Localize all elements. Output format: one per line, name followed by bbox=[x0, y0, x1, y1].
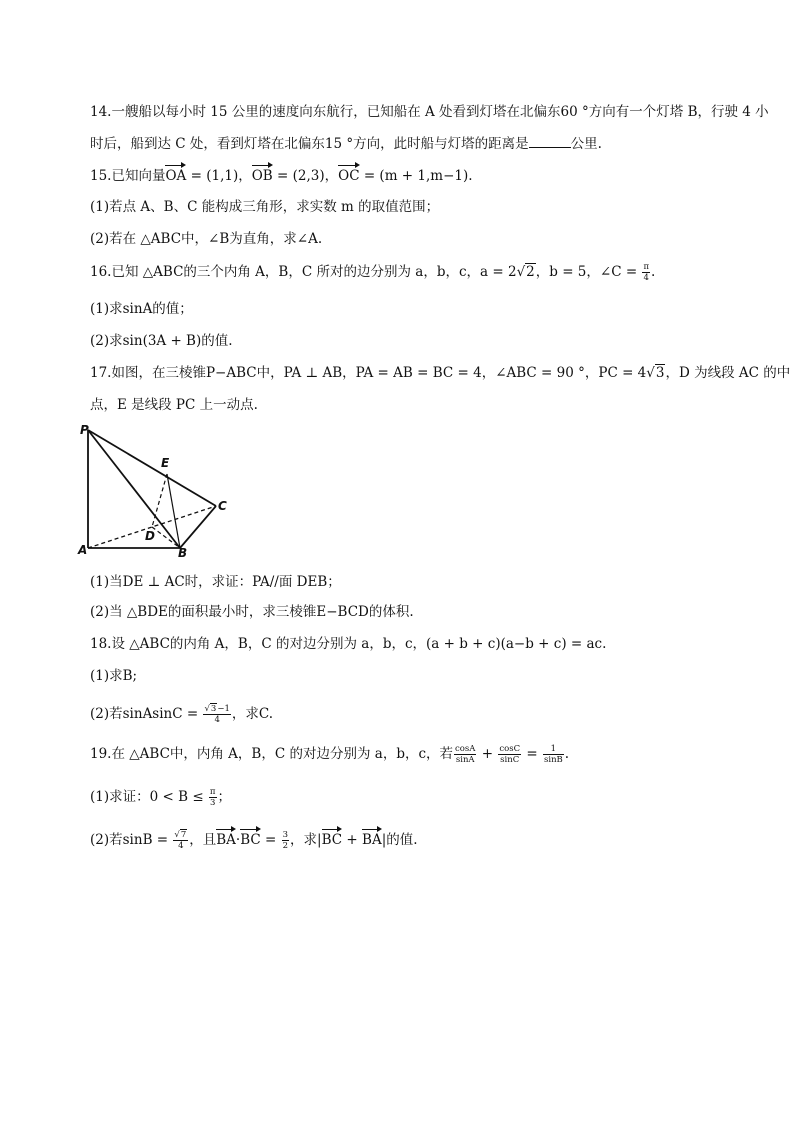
frac-num: π bbox=[209, 787, 216, 797]
semicolon: ； bbox=[217, 789, 232, 805]
frac-num: cosC bbox=[499, 744, 521, 754]
problem-14-line-2 bbox=[90, 135, 602, 153]
label-c: C bbox=[218, 499, 227, 513]
problem-14-text: 时后，船到达 C 处，看到灯塔在北偏东15 °方向，此时船与灯塔的距离是 bbox=[90, 136, 529, 152]
sqrt-expression: √7 bbox=[174, 830, 187, 840]
sqrt-expression: √3 bbox=[204, 704, 217, 714]
plus-sign: + bbox=[477, 746, 498, 762]
problem-19-q2-and: ，且 bbox=[189, 832, 217, 848]
problem-19-q1-text: (1)求证：0 < B ≤ bbox=[90, 789, 208, 805]
edge-pc bbox=[88, 430, 216, 506]
problem-17-text-a: 17.如图，在三棱锥P−ABC中，PA ⊥ AB，PA = AB = BC = 4，∠ABC = 90 °，PC = 4 bbox=[90, 365, 647, 381]
problem-16-text-a: 16.已知 △ABC的三个内角 A，B，C 所对的边分别为 a，b，c，a = 2 bbox=[90, 264, 517, 280]
vector-oa: OA bbox=[165, 168, 187, 184]
problem-15-ob-value: = (2,3)， bbox=[272, 168, 339, 184]
problem-16-q1: (1)求sinA的值； bbox=[90, 301, 193, 317]
problem-15-q2: (2)若在 △ABC中，∠B为直角，求∠A. bbox=[90, 231, 323, 247]
equals-sign: = bbox=[260, 832, 281, 848]
problem-18-q2 bbox=[90, 704, 273, 725]
label-a: A bbox=[78, 543, 88, 557]
dot-operator: · bbox=[235, 832, 241, 848]
problem-15-lead: 15.已知向量 bbox=[90, 168, 166, 184]
fraction-pi-over-3 bbox=[209, 787, 217, 808]
frac-den: 4 bbox=[178, 841, 184, 851]
problem-19-q2-text: (2)若sinB = bbox=[90, 832, 173, 848]
problem-15-stem bbox=[90, 167, 473, 185]
problem-19-text: 19.在 △ABC中，内角 A，B，C 的对边分别为 a，b，c，若 bbox=[90, 746, 454, 762]
problem-19-q2-ask: ，求| bbox=[290, 832, 322, 848]
fraction-1-sinB bbox=[543, 744, 564, 765]
problem-15-oc-value: = (m + 1,m−1). bbox=[359, 168, 473, 184]
fraction-sqrt7-over-4 bbox=[173, 830, 188, 851]
frac-den: 3 bbox=[210, 798, 216, 808]
sqrt-expression: √2 bbox=[516, 264, 535, 280]
label-p: P bbox=[80, 423, 89, 437]
frac-den: sinC bbox=[500, 755, 520, 765]
problem-17-line-1 bbox=[90, 364, 790, 382]
sqrt-radicand: 7 bbox=[180, 830, 187, 840]
problem-16-text-b: ，b = 5，∠C = bbox=[535, 264, 642, 280]
frac-den: 2 bbox=[282, 841, 289, 851]
label-e: E bbox=[161, 456, 170, 470]
vector-oc: OC bbox=[338, 168, 360, 184]
problem-15-q1: (1)若点 A、B、C 能构成三角形，求实数 m 的取值范围； bbox=[90, 199, 440, 215]
vector-ba: BA bbox=[362, 832, 382, 848]
frac-num: 1 bbox=[543, 744, 564, 755]
problem-17-q2: (2)当 △BDE的面积最小时，求三棱锥E−BCD的体积. bbox=[90, 604, 414, 620]
pyramid-figure bbox=[70, 422, 240, 562]
edge-ed-hidden bbox=[152, 474, 167, 527]
problem-18-stem: 18.设 △ABC的内角 A，B，C 的对边分别为 a，b，c，(a + b + c)(a−b + c) = ac. bbox=[90, 636, 607, 652]
answer-blank[interactable] bbox=[529, 135, 571, 148]
vector-ba: BA bbox=[216, 832, 236, 848]
label-b: B bbox=[178, 546, 188, 560]
problem-16-q2: (2)求sin(3A + B)的值. bbox=[90, 333, 233, 349]
problem-19-q1 bbox=[90, 787, 231, 808]
sqrt-radicand: 3 bbox=[655, 365, 665, 381]
fraction-cosC-sinC bbox=[498, 744, 521, 765]
problem-18-q2-text: (2)若sinAsinC = bbox=[90, 706, 203, 722]
fraction-3-over-2 bbox=[282, 830, 289, 851]
label-d: D bbox=[145, 529, 155, 543]
vector-ob: OB bbox=[251, 168, 273, 184]
equals-sign: = bbox=[522, 746, 542, 762]
fraction-pi-over-4 bbox=[642, 262, 650, 283]
frac-num: 3 bbox=[282, 830, 289, 840]
problem-18-q2-end: ，求C. bbox=[231, 706, 273, 722]
edge-pb bbox=[88, 430, 180, 548]
frac-den: sinA bbox=[455, 755, 475, 765]
problem-14-unit: 公里. bbox=[570, 136, 602, 152]
frac-num: cosA bbox=[455, 744, 476, 754]
problem-16-stem: 16.已知 △ABC的三个内角 A，B，C 所对的边分别为 a，b，c，a = 2√2，b = 5，∠C = $\frac{\pi}{4}$ . bbox=[90, 262, 656, 283]
problem-19-stem bbox=[90, 744, 569, 765]
problem-15-oa-value: = (1,1)， bbox=[186, 168, 252, 184]
sqrt-radicand: 3 bbox=[210, 704, 217, 714]
frac-den: sinB bbox=[543, 755, 563, 765]
period: . bbox=[564, 746, 570, 762]
frac-num-rest: −1 bbox=[217, 704, 230, 714]
edge-eb bbox=[167, 474, 180, 548]
sqrt-radicand: 2 bbox=[526, 264, 535, 280]
frac-num bbox=[173, 830, 188, 841]
problem-17-text-b: ，D 为线段 AC 的中 bbox=[665, 365, 791, 381]
problem-14-line-1: 14.一艘船以每小时 15 公里的速度向东航行，已知船在 A 处看到灯塔在北偏东60 °方向有一个灯塔 B，行驶 4 小 bbox=[90, 104, 769, 120]
plus-sign: + bbox=[342, 832, 363, 848]
vector-bc: BC bbox=[240, 832, 261, 848]
problem-17-q1: (1)当DE ⊥ AC时，求证：PA//面 DEB； bbox=[90, 574, 341, 590]
problem-19-q2 bbox=[90, 830, 418, 851]
frac-num bbox=[203, 704, 230, 715]
sqrt-expression: √3 bbox=[646, 365, 665, 381]
vector-bc: BC bbox=[321, 832, 343, 848]
problem-18-q1: (1)求B; bbox=[90, 668, 138, 684]
frac-den: 4 bbox=[643, 273, 649, 283]
problem-17-line-2: 点，E 是线段 PC 上一动点. bbox=[90, 397, 258, 413]
frac-num: π bbox=[643, 262, 650, 272]
fraction-sqrt3-minus-1-over-4 bbox=[203, 704, 230, 725]
frac-den: 4 bbox=[214, 715, 220, 725]
problem-19-q2-end: |的值. bbox=[381, 832, 418, 848]
fraction-cosA-sinA bbox=[454, 744, 476, 765]
